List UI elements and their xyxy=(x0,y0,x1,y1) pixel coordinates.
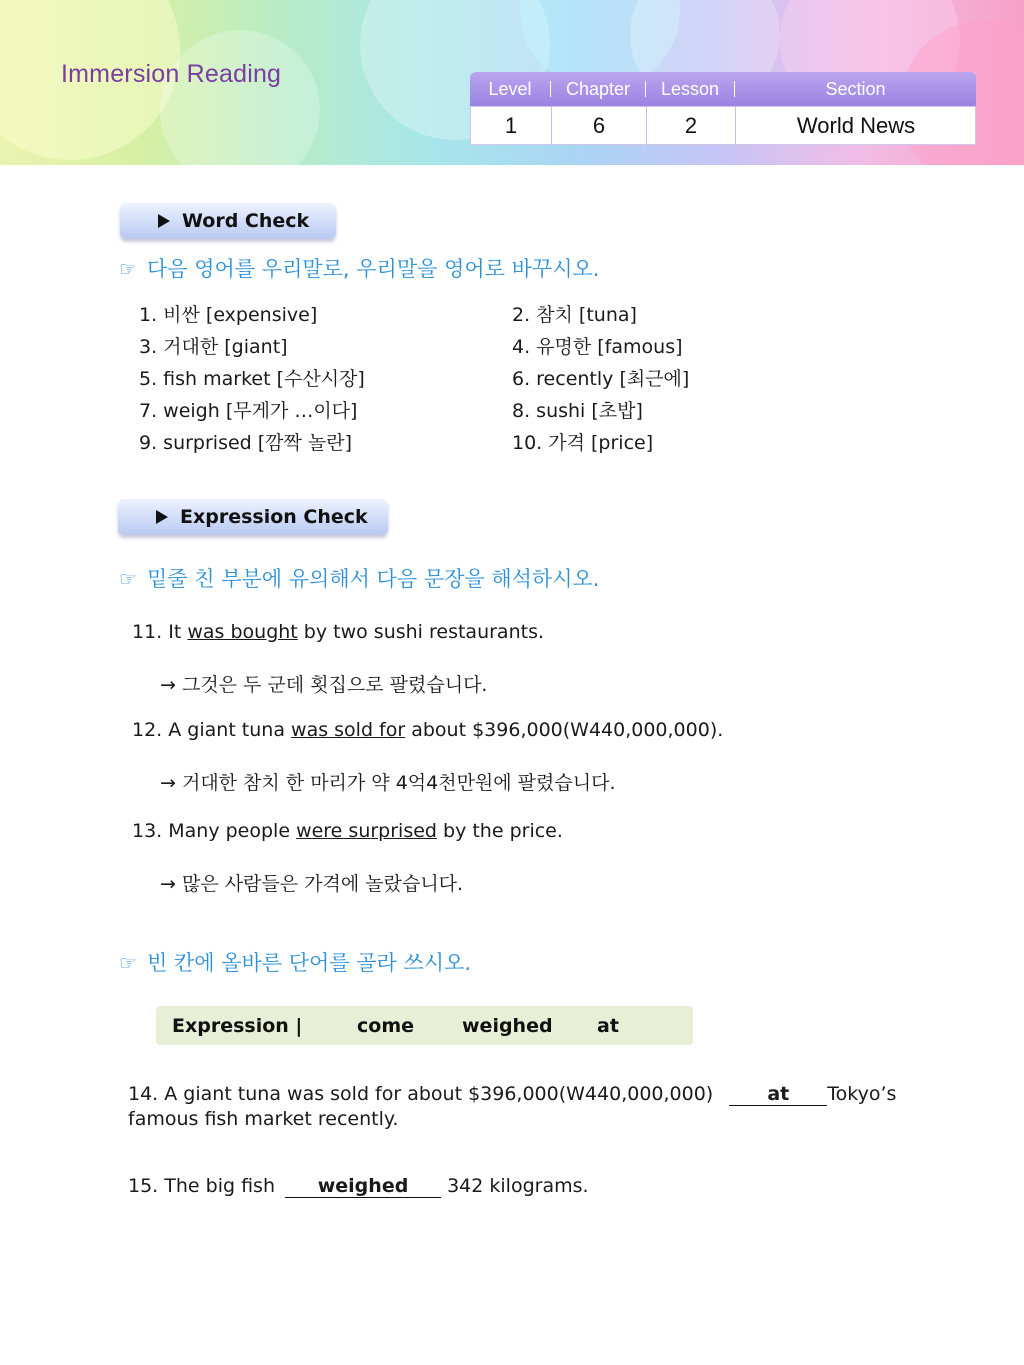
word-item-9: 9. surprised [깜짝 놀란] xyxy=(139,432,353,454)
level-value: 1 xyxy=(504,112,518,138)
underlined-expression: was sold for xyxy=(291,719,406,741)
expression-check-instruction: ☞ 밑줄 친 부분에 유의해서 다음 문장을 해석하시오. xyxy=(119,567,600,591)
lesson-value: 2 xyxy=(684,112,698,138)
header-banner xyxy=(0,0,1024,165)
column-level: Level xyxy=(488,78,532,99)
sentence-11: 11. It was bought by two sushi restaurants. xyxy=(132,621,545,643)
answer-blank: weighed xyxy=(285,1175,441,1198)
column-section: Section xyxy=(825,78,886,99)
decor-bubble xyxy=(160,30,320,165)
column-chapter: Chapter xyxy=(565,78,631,99)
sentence-12: 12. A giant tuna was sold for about $396,000(W440,000,000). xyxy=(132,719,724,741)
pointing-hand-icon: ☞ xyxy=(119,567,137,591)
play-triangle-icon xyxy=(156,510,168,524)
chapter-value: 6 xyxy=(592,112,606,138)
pointing-hand-icon: ☞ xyxy=(119,951,137,975)
translation-11: → 그것은 두 군데 횟집으로 팔렸습니다. xyxy=(160,674,488,696)
word-check-label: Word Check xyxy=(120,203,336,239)
question-15: 15. The big fish weighed 342 kilograms. xyxy=(128,1175,589,1197)
fill-blank-instruction: ☞ 빈 칸에 올바른 단어를 골라 쓰시오. xyxy=(119,951,472,975)
word-item-5: 5. fish market [수산시장] xyxy=(139,368,365,390)
word-choice: weighed xyxy=(462,1015,553,1037)
word-choice: at xyxy=(597,1015,619,1037)
question-14: 14. A giant tuna was sold for about $396,000(W440,000,000) at Tokyo’s xyxy=(128,1083,897,1105)
question-14-continued: famous fish market recently. xyxy=(128,1108,399,1130)
lesson-info-header xyxy=(470,72,976,106)
translation-13: → 많은 사람들은 가격에 놀랐습니다. xyxy=(160,873,464,895)
sentence-13: 13. Many people were surprised by the price. xyxy=(132,820,563,842)
play-triangle-icon xyxy=(158,214,170,228)
word-item-7: 7. weigh [무게가 …이다] xyxy=(139,400,358,422)
column-lesson: Lesson xyxy=(660,78,720,99)
expression-box-label: Expression | xyxy=(172,1015,303,1037)
word-item-1: 1. 비싼 [expensive] xyxy=(139,304,318,326)
page-title: Immersion Reading xyxy=(61,60,282,88)
pointing-hand-icon: ☞ xyxy=(119,257,137,281)
answer-blank: at xyxy=(729,1083,827,1106)
section-value: World News xyxy=(796,112,916,138)
underlined-expression: was bought xyxy=(187,621,298,643)
lesson-info-table xyxy=(470,72,976,145)
translation-12: → 거대한 참치 한 마리가 약 4억4천만원에 팔렸습니다. xyxy=(160,772,616,794)
word-item-10: 10. 가격 [price] xyxy=(512,432,654,454)
expression-word-box xyxy=(156,1006,693,1045)
word-item-2: 2. 참치 [tuna] xyxy=(512,304,637,326)
word-item-8: 8. sushi [초밥] xyxy=(512,400,643,422)
underlined-expression: were surprised xyxy=(296,820,437,842)
word-choice: come xyxy=(357,1015,414,1037)
word-check-instruction: ☞ 다음 영어를 우리말로, 우리말을 영어로 바꾸시오. xyxy=(119,257,600,281)
expression-check-label: Expression Check xyxy=(118,499,388,535)
word-item-4: 4. 유명한 [famous] xyxy=(512,336,683,358)
word-item-6: 6. recently [최근에] xyxy=(512,368,690,390)
word-item-3: 3. 거대한 [giant] xyxy=(139,336,288,358)
lesson-info-values xyxy=(470,106,976,145)
